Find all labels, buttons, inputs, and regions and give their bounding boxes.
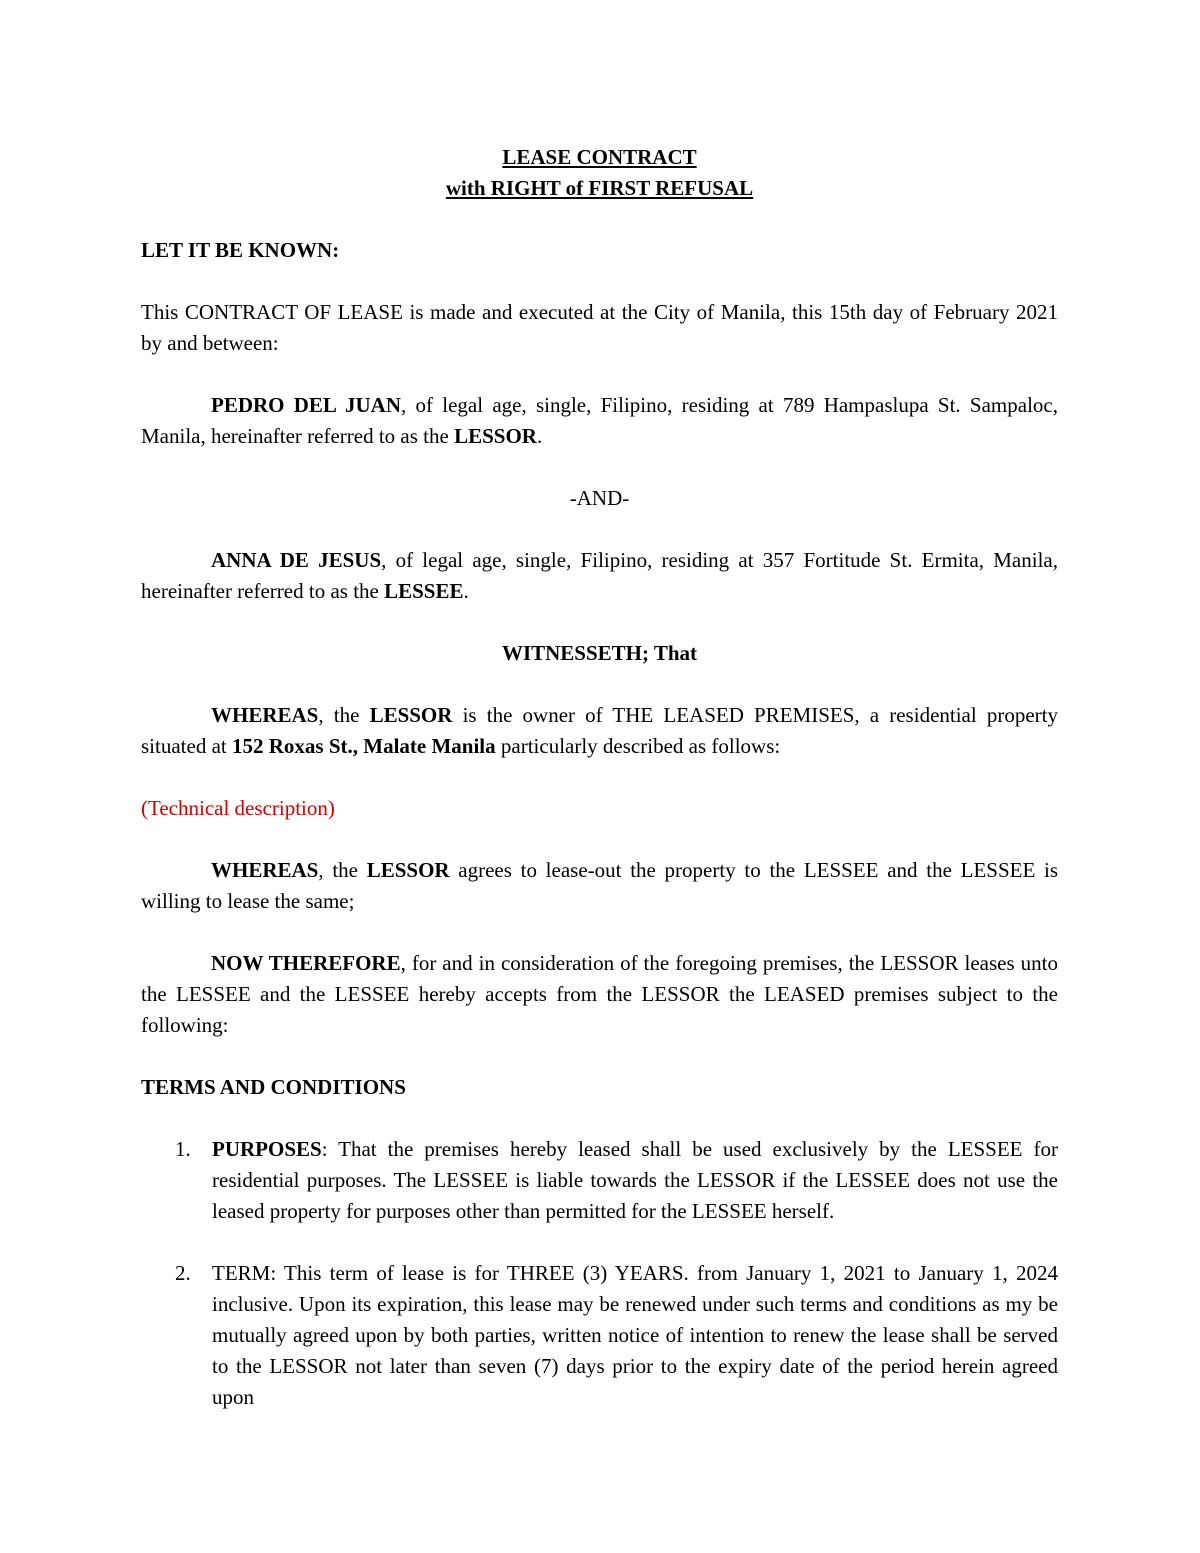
lessor-end: . <box>536 424 543 448</box>
intro-heading: LET IT BE KNOWN: <box>141 238 340 262</box>
terms-heading: TERMS AND CONDITIONS <box>141 1075 406 1099</box>
title-line-1: LEASE CONTRACT <box>502 145 697 169</box>
intro-paragraph: This CONTRACT OF LEASE is made and executed at the City of Manila, this 15th day of February 2021 by and between: <box>141 300 1058 355</box>
lessee-end: . <box>463 579 469 603</box>
term-text: : That the premises hereby leased shall be used exclusively by the LESSEE for residential purposes. The LESSEE is liable towards the LESSOR if the LESSEE does not use the leased property for purposes other than permitted for the LESSEE herself. <box>212 1137 1058 1223</box>
witnesseth-heading: WITNESSETH; That <box>501 641 698 665</box>
whereas-paragraph-1 <box>141 700 1058 762</box>
lessor-paragraph <box>141 390 1058 452</box>
terms-list <box>141 1134 1058 1413</box>
property-address: 152 Roxas St., Malate Manila <box>231 734 496 758</box>
lessee-name: ANNA DE JESUS <box>211 548 382 572</box>
whereas-label-2: WHEREAS <box>211 858 319 882</box>
whereas-label: WHEREAS <box>211 703 319 727</box>
and-separator: -AND- <box>569 486 630 510</box>
now-therefore-paragraph <box>141 948 1058 1041</box>
title-line-2: with RIGHT of FIRST REFUSAL <box>445 176 754 200</box>
term-text: TERM: This term of lease is for THREE (3) YEARS. from January 1, 2021 to January 1, 2024 inclusive. Upon its expiration, this lease may be renewed under such terms and conditions as my be mutually agreed upon by both parties, written notice of intention to renew the lease shall be served to the LESSOR not later than seven (7) days prior to the expiry date of the period herein agreed upon <box>212 1261 1058 1409</box>
term-label: PURPOSES <box>212 1137 322 1161</box>
whereas-text-a: , the <box>318 703 370 727</box>
whereas-text-b: is the owner of THE LEASED PREMISES, a residential property situated at <box>141 703 1058 758</box>
lessee-role: LESSEE <box>384 579 464 603</box>
term-number: 2. <box>175 1261 191 1285</box>
whereas-paragraph-2 <box>141 855 1058 917</box>
term-number: 1. <box>175 1137 191 1161</box>
now-therefore-label: NOW THEREFORE <box>211 951 401 975</box>
list-item <box>141 1258 1058 1413</box>
whereas-lessor: LESSOR <box>369 703 453 727</box>
whereas2-lessor: LESSOR <box>366 858 450 882</box>
list-item <box>141 1134 1058 1227</box>
whereas-text-c: particularly described as follows: <box>495 734 781 758</box>
document-body <box>141 142 1058 1413</box>
whereas2-text-a: , the <box>318 858 367 882</box>
technical-description: (Technical description) <box>141 796 335 820</box>
lessor-name: PEDRO DEL JUAN <box>211 393 402 417</box>
lessee-paragraph <box>141 545 1058 607</box>
lessor-description: , of legal age, single, Filipino, residing at 789 Hampaslupa St. Sampaloc, Manila, hereinafter referred to as the <box>141 393 1058 448</box>
whereas2-text-b: agrees to lease-out the property to the LESSEE and the LESSEE is willing to lease the same; <box>141 858 1059 913</box>
now-therefore-text: , for and in consideration of the foregoing premises, the LESSOR leases unto the LESSEE and the LESSEE hereby accepts from the LESSOR the LEASED premises subject to the following: <box>141 951 1058 1037</box>
lessor-role: LESSOR <box>454 424 537 448</box>
lessee-description: , of legal age, single, Filipino, residing at 357 Fortitude St. Ermita, Manila, hereinafter referred to as the <box>141 548 1058 603</box>
